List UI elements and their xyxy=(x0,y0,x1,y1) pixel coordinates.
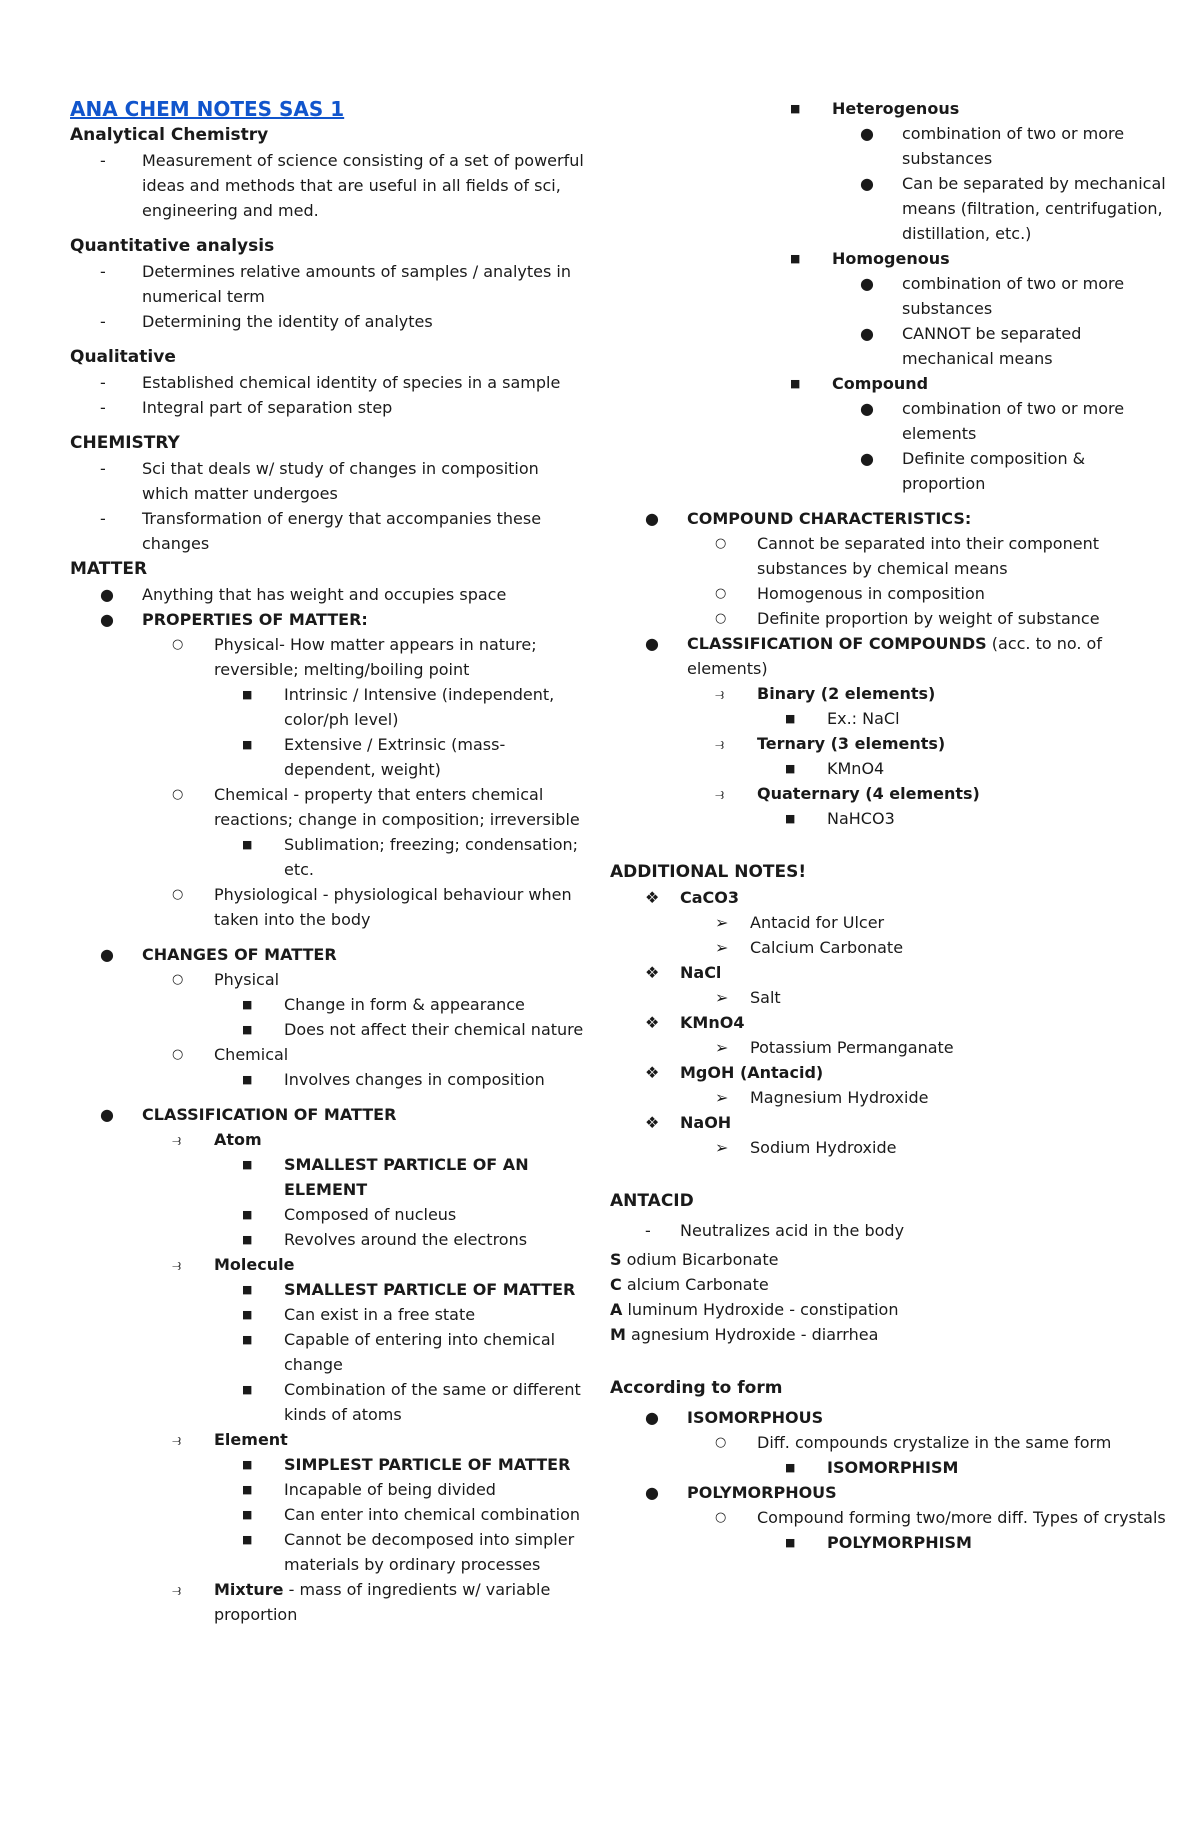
list-item: ● Anything that has weight and occupies space xyxy=(70,582,590,607)
square-bullet-icon: ■ xyxy=(790,377,801,390)
list-item: ❖ KMnO4 xyxy=(610,1010,1170,1035)
diamond-bullet-icon: ❖ xyxy=(645,1013,660,1032)
arrowhead-bullet-icon: ➢ xyxy=(715,913,729,932)
ring-bullet-icon: ○ xyxy=(172,887,184,902)
ring-bullet-icon: ○ xyxy=(172,787,184,802)
list-item: ○ Cannot be separated into their component substances by chemical means xyxy=(610,531,1170,581)
ring-bullet-icon: ○ xyxy=(172,1047,184,1062)
square-bullet-icon: ■ xyxy=(242,1233,253,1246)
list-item: ○ Diff. compounds crystalize in the same form xyxy=(610,1430,1170,1455)
list-item: ■ POLYMORPHISM xyxy=(610,1530,1170,1555)
list-item: ○ Definite proportion by weight of substance xyxy=(610,606,1170,631)
arrowhead-bullet-icon: ➢ xyxy=(715,1038,729,1057)
disc-bullet-icon: ● xyxy=(100,945,114,964)
heading-according-to-form: According to form xyxy=(610,1378,783,1398)
list-item: ■ Cannot be decomposed into simpler materials by ordinary processes xyxy=(70,1527,590,1577)
arrow-bullet-icon: ⥽ xyxy=(715,734,725,753)
disc-bullet-icon: ● xyxy=(100,610,114,629)
square-bullet-icon: ■ xyxy=(242,998,253,1011)
list-item: ● combination of two or more substances xyxy=(610,271,1170,321)
dash-bullet: - xyxy=(100,312,106,331)
list-item xyxy=(610,631,1170,681)
heading-matter: MATTER xyxy=(70,559,148,579)
list-item: ■ Revolves around the electrons xyxy=(70,1227,590,1252)
list-item: - Determining the identity of analytes xyxy=(70,309,590,334)
list-item: ➢ Antacid for Ulcer xyxy=(610,910,1170,935)
list-item: ■ Can enter into chemical combination xyxy=(70,1502,590,1527)
disc-bullet-icon: ● xyxy=(860,274,874,293)
list-item xyxy=(70,1577,590,1627)
list-item: ❖ NaOH xyxy=(610,1110,1170,1135)
list-item: ■ Does not affect their chemical nature xyxy=(70,1017,590,1042)
square-bullet-icon: ■ xyxy=(242,688,253,701)
list-item: ■ Extensive / Extrinsic (mass-dependent, weight) xyxy=(70,732,590,782)
disc-bullet-icon: ● xyxy=(645,1408,659,1427)
list-item: - Established chemical identity of species in a sample xyxy=(70,370,590,395)
diamond-bullet-icon: ❖ xyxy=(645,963,660,982)
list-item: ⥽ Binary (2 elements) xyxy=(610,681,1170,706)
square-bullet-icon: ■ xyxy=(785,1536,796,1549)
disc-bullet-icon: ● xyxy=(860,124,874,143)
list-item: - Neutralizes acid in the body xyxy=(610,1218,1170,1243)
list-item: ■ Involves changes in composition xyxy=(70,1067,590,1092)
list-item: - Measurement of science consisting of a set of powerful ideas and methods that are useful in all fields of sci, engineering and med. xyxy=(70,148,590,223)
square-bullet-icon: ■ xyxy=(242,1383,253,1396)
ring-bullet-icon: ○ xyxy=(715,611,727,626)
arrow-bullet-icon: ⥽ xyxy=(172,1255,182,1274)
heading-qualitative: Qualitative xyxy=(70,347,176,367)
list-item: ■ Intrinsic / Intensive (independent, color/ph level) xyxy=(70,682,590,732)
square-bullet-icon: ■ xyxy=(785,712,796,725)
square-bullet-icon: ■ xyxy=(242,1023,253,1036)
list-item: ■ Combination of the same or different kinds of atoms xyxy=(70,1377,590,1427)
mixture-desc: - mass of ingredients w/ variable proportion xyxy=(214,1580,551,1624)
list-item: ⥽ Element xyxy=(70,1427,590,1452)
diamond-bullet-icon: ❖ xyxy=(645,888,660,907)
list-item: ○ Physical xyxy=(70,967,590,992)
arrow-bullet-icon: ⥽ xyxy=(715,784,725,803)
list-item: ● POLYMORPHOUS xyxy=(610,1480,1170,1505)
list-item: ● ISOMORPHOUS xyxy=(610,1405,1170,1430)
ring-bullet-icon: ○ xyxy=(715,1435,727,1450)
list-item: ○ Chemical - property that enters chemical reactions; change in composition; irreversible xyxy=(70,782,590,832)
diamond-bullet-icon: ❖ xyxy=(645,1113,660,1132)
square-bullet-icon: ■ xyxy=(242,1458,253,1471)
list-item: ● COMPOUND CHARACTERISTICS: xyxy=(610,506,1170,531)
square-bullet-icon: ■ xyxy=(242,1483,253,1496)
heading-antacid: ANTACID xyxy=(610,1191,694,1211)
disc-bullet-icon: ● xyxy=(100,585,114,604)
diamond-bullet-icon: ❖ xyxy=(645,1063,660,1082)
arrow-bullet-icon: ⥽ xyxy=(172,1130,182,1149)
square-bullet-icon: ■ xyxy=(790,102,801,115)
dash-bullet: - xyxy=(645,1221,651,1240)
dash-bullet: - xyxy=(100,509,106,528)
square-bullet-icon: ■ xyxy=(242,738,253,751)
list-item: ■ NaHCO3 xyxy=(610,806,1170,831)
list-item: ■ KMnO4 xyxy=(610,756,1170,781)
disc-bullet-icon: ● xyxy=(860,399,874,418)
dash-bullet: - xyxy=(100,151,106,170)
ring-bullet-icon: ○ xyxy=(715,1510,727,1525)
square-bullet-icon: ■ xyxy=(242,1333,253,1346)
list-item: ➢ Magnesium Hydroxide xyxy=(610,1085,1170,1110)
list-item: ■ Compound xyxy=(610,371,1170,396)
square-bullet-icon: ■ xyxy=(242,1208,253,1221)
classification-desc: (acc. to no. of elements) xyxy=(687,634,1102,678)
list-item: ■ SIMPLEST PARTICLE OF MATTER xyxy=(70,1452,590,1477)
list-item: ○ Physical- How matter appears in nature; reversible; melting/boiling point xyxy=(70,632,590,682)
list-item: ○ Physiological - physiological behaviour when taken into the body xyxy=(70,882,590,932)
arrowhead-bullet-icon: ➢ xyxy=(715,988,729,1007)
list-item: ➢ Salt xyxy=(610,985,1170,1010)
list-item: ● Definite composition & proportion xyxy=(610,446,1170,496)
acronym-line: C alcium Carbonate xyxy=(610,1275,769,1294)
dash-bullet: - xyxy=(100,398,106,417)
left-column xyxy=(70,96,590,1627)
acronym-line: M agnesium Hydroxide - diarrhea xyxy=(610,1325,879,1344)
square-bullet-icon: ■ xyxy=(242,1533,253,1546)
list-item: ● CLASSIFICATION OF MATTER xyxy=(70,1102,590,1127)
heading-additional-notes: ADDITIONAL NOTES! xyxy=(610,862,807,882)
square-bullet-icon: ■ xyxy=(242,838,253,851)
list-item: - Sci that deals w/ study of changes in composition which matter undergoes xyxy=(70,456,590,506)
arrowhead-bullet-icon: ➢ xyxy=(715,1088,729,1107)
list-item: - Transformation of energy that accompanies these changes xyxy=(70,506,590,556)
square-bullet-icon: ■ xyxy=(242,1283,253,1296)
list-item: ➢ Potassium Permanganate xyxy=(610,1035,1170,1060)
disc-bullet-icon: ● xyxy=(100,1105,114,1124)
list-item: ■ Sublimation; freezing; condensation; etc. xyxy=(70,832,590,882)
list-item: ● CANNOT be separated mechanical means xyxy=(610,321,1170,371)
heading-chemistry: CHEMISTRY xyxy=(70,433,180,453)
arrow-bullet-icon: ⥽ xyxy=(172,1430,182,1449)
list-item: ■ SMALLEST PARTICLE OF MATTER xyxy=(70,1277,590,1302)
right-column-content xyxy=(610,96,1170,1555)
mixture-label: Mixture xyxy=(214,1580,284,1599)
list-item: ■ Change in form & appearance xyxy=(70,992,590,1017)
list-item: ● PROPERTIES OF MATTER: xyxy=(70,607,590,632)
list-item: ■ SMALLEST PARTICLE OF AN ELEMENT xyxy=(70,1152,590,1202)
list-item: ⥽ Ternary (3 elements) xyxy=(610,731,1170,756)
square-bullet-icon: ■ xyxy=(242,1073,253,1086)
ring-bullet-icon: ○ xyxy=(715,586,727,601)
antacid-acronym xyxy=(610,1247,1170,1347)
list-item: ● combination of two or more elements xyxy=(610,396,1170,446)
list-item: - Integral part of separation step xyxy=(70,395,590,420)
list-item: ■ Incapable of being divided xyxy=(70,1477,590,1502)
list-item: ⥽ Quaternary (4 elements) xyxy=(610,781,1170,806)
dash-bullet: - xyxy=(100,373,106,392)
square-bullet-icon: ■ xyxy=(242,1508,253,1521)
list-item: ● combination of two or more substances xyxy=(610,121,1170,171)
square-bullet-icon: ■ xyxy=(790,252,801,265)
disc-bullet-icon: ● xyxy=(860,174,874,193)
list-item: ● CHANGES OF MATTER xyxy=(70,942,590,967)
arrowhead-bullet-icon: ➢ xyxy=(715,938,729,957)
arrow-bullet-icon: ⥽ xyxy=(715,684,725,703)
list-item: ➢ Calcium Carbonate xyxy=(610,935,1170,960)
list-item: ■ Composed of nucleus xyxy=(70,1202,590,1227)
square-bullet-icon: ■ xyxy=(785,1461,796,1474)
list-item: ❖ MgOH (Antacid) xyxy=(610,1060,1170,1085)
list-item: ❖ CaCO3 xyxy=(610,885,1170,910)
list-item: ○ Homogenous in composition xyxy=(610,581,1170,606)
disc-bullet-icon: ● xyxy=(645,634,659,653)
list-item: ❖ NaCl xyxy=(610,960,1170,985)
ring-bullet-icon: ○ xyxy=(172,972,184,987)
arrowhead-bullet-icon: ➢ xyxy=(715,1138,729,1157)
square-bullet-icon: ■ xyxy=(785,762,796,775)
dash-bullet: - xyxy=(100,262,106,281)
list-item: ⥽ Molecule xyxy=(70,1252,590,1277)
list-item: ■ ISOMORPHISM xyxy=(610,1455,1170,1480)
list-item: ■ Ex.: NaCl xyxy=(610,706,1170,731)
disc-bullet-icon: ● xyxy=(645,1483,659,1502)
list-item: ■ Heterogenous xyxy=(610,96,1170,121)
heading-analytical-chemistry: Analytical Chemistry xyxy=(70,125,269,145)
list-item: ○ Compound forming two/more diff. Types of crystals xyxy=(610,1505,1170,1530)
acronym-line: S odium Bicarbonate xyxy=(610,1250,779,1269)
disc-bullet-icon: ● xyxy=(860,449,874,468)
square-bullet-icon: ■ xyxy=(242,1308,253,1321)
acronym-line: A luminum Hydroxide - constipation xyxy=(610,1300,899,1319)
list-item: ● Can be separated by mechanical means (filtration, centrifugation, distillation, etc.) xyxy=(610,171,1170,246)
ring-bullet-icon: ○ xyxy=(172,637,184,652)
list-item: ■ Capable of entering into chemical change xyxy=(70,1327,590,1377)
list-item: ○ Chemical xyxy=(70,1042,590,1067)
dash-bullet: - xyxy=(100,459,106,478)
list-item: ⥽ Atom xyxy=(70,1127,590,1152)
heading-quantitative-analysis: Quantitative analysis xyxy=(70,236,275,256)
page-title[interactable]: ANA CHEM NOTES SAS 1 xyxy=(70,97,345,121)
list-item: ■ Homogenous xyxy=(610,246,1170,271)
list-item: ■ Can exist in a free state xyxy=(70,1302,590,1327)
square-bullet-icon: ■ xyxy=(785,812,796,825)
list-item: - Determines relative amounts of samples / analytes in numerical term xyxy=(70,259,590,309)
list-item: ➢ Sodium Hydroxide xyxy=(610,1135,1170,1160)
square-bullet-icon: ■ xyxy=(242,1158,253,1171)
arrow-bullet-icon: ⥽ xyxy=(172,1580,182,1599)
disc-bullet-icon: ● xyxy=(645,509,659,528)
classification-label: CLASSIFICATION OF COMPOUNDS xyxy=(687,634,987,653)
ring-bullet-icon: ○ xyxy=(715,536,727,551)
disc-bullet-icon: ● xyxy=(860,324,874,343)
